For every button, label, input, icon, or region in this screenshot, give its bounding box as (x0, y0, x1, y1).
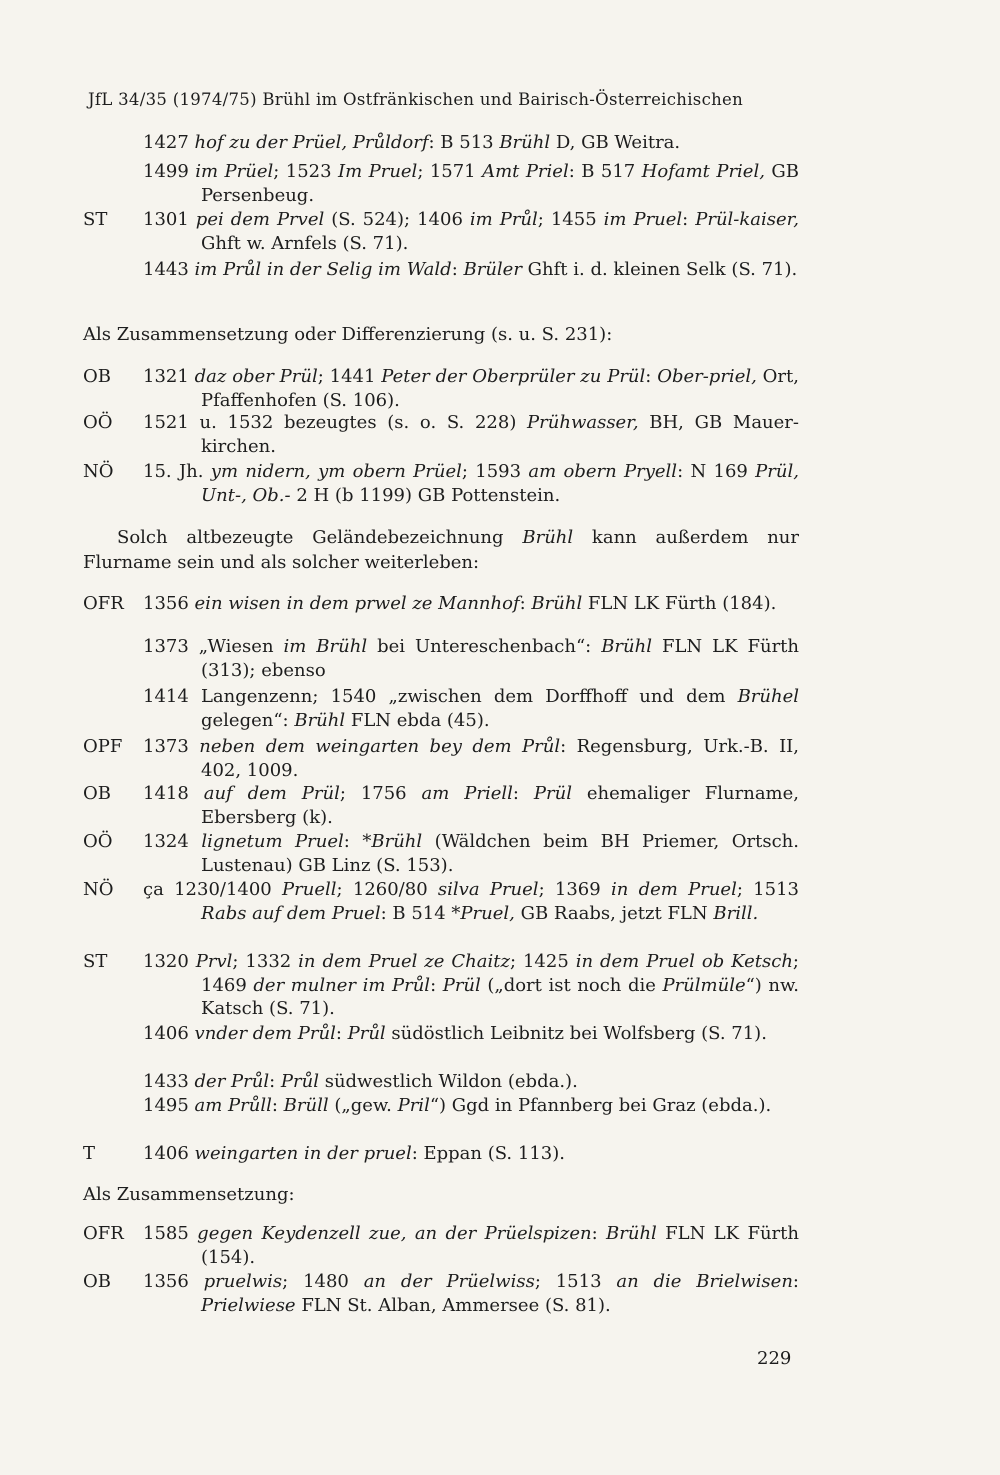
region-code: NÖ (83, 879, 114, 900)
region-code: OFR (83, 1223, 124, 1244)
entry (83, 1142, 799, 1166)
entry (83, 1022, 799, 1046)
entry-text: ça 1230/1400 Pruell; 1260/80 silva Pruel; 1369 in dem Pruel; 1513 Rabs auf dem Pruel: B 514 *Pruel, GB Raabs, jetzt FLN Brill. (143, 879, 799, 924)
region-code: OÖ (83, 831, 113, 852)
entry-text: 1414 Langenzenn; 1540 „zwischen dem Dorffhoff und dem Brühel gelegen“: Brühl FLN ebda (45). (143, 686, 799, 731)
region-code: T (83, 1143, 96, 1164)
entry (83, 950, 799, 1021)
entry-text: 1373 „Wiesen im Brühl bei Untereschenbach“: Brühl FLN LK Fürth (313); ebenso (143, 636, 799, 681)
region-code: OÖ (83, 412, 113, 433)
entry (83, 131, 799, 155)
entry-text: 1521 u. 1532 bezeugtes (s. o. S. 228) Prühwasser, BH, GB Mauer-kirchen. (143, 412, 799, 457)
region-code: ST (83, 951, 108, 972)
entry-text: 1499 im Prüel; 1523 Im Pruel; 1571 Amt Priel: B 517 Hofamt Priel, GB Persenbeug. (143, 161, 799, 206)
entry (83, 1094, 799, 1118)
entry (83, 735, 799, 782)
entry-text: 1321 daz ober Prül; 1441 Peter der Oberprüler zu Prül: Ober-priel, Ort, Pfaffenhofen (S. 106). (143, 366, 799, 411)
paragraph-composition-2: Als Zusammensetzung: (83, 1184, 295, 1205)
entry-text: 1320 Prvl; 1332 in dem Pruel ze Chaitz; 1425 in dem Pruel ob Ketsch; 1469 der mulner im Průl: Prül („dort ist noch die Prülmüle“) nw. Katsch (S. 71). (143, 951, 799, 1019)
entry-text: 1433 der Průl: Průl südwestlich Wildon (ebda.). (143, 1071, 578, 1092)
entry (83, 258, 799, 282)
entry (83, 365, 799, 412)
entry-text: 1418 auf dem Prül; 1756 am Priell: Prül ehemaliger Flurname, Ebersberg (k). (143, 783, 799, 828)
paragraph-fieldname: Solch altbezeugte Geländebezeichnung Brühl kann außerdem nur Flurname sein und als solcher weiterleben: (83, 527, 799, 573)
entry (83, 830, 799, 877)
region-code: OFR (83, 593, 124, 614)
entry-text: 15. Jh. ym nidern, ym obern Prüel; 1593 am obern Pryell: N 169 Prül, Unt-, Ob.- 2 H (b 1199) GB Pottenstein. (143, 461, 799, 506)
entry-text: 1443 im Průl in der Selig im Wald: Brüler Ghft i. d. kleinen Selk (S. 71). (143, 259, 798, 280)
entry-text: 1373 neben dem weingarten bey dem Průl: Regensburg, Urk.-B. II, 402, 1009. (143, 736, 800, 781)
page-number: 229 (757, 1348, 792, 1369)
paragraph-composition: Als Zusammensetzung oder Differenzierung (s. u. S. 231): (83, 324, 613, 345)
entry-text: 1495 am Průll: Brüll („gew. Pril“) Ggd in Pfannberg bei Graz (ebda.). (143, 1095, 772, 1116)
entry-text: 1301 pei dem Prvel (S. 524); 1406 im Průl; 1455 im Pruel: Prül-kaiser, Ghft w. Arnfels (S. 71). (143, 209, 800, 254)
entry (83, 592, 799, 616)
entry-text: 1356 pruelwis; 1480 an der Prüelwiss; 1513 an die Brielwisen: Prielwiese FLN St. Alban, Ammersee (S. 81). (143, 1271, 799, 1316)
entry (83, 1222, 799, 1269)
entry-text: 1406 weingarten in der pruel: Eppan (S. 113). (143, 1143, 565, 1164)
entry-text: 1324 lignetum Pruel: *Brühl (Wäldchen beim BH Priemer, Ortsch. Lustenau) GB Linz (S. 153). (143, 831, 799, 876)
entry-text: 1585 gegen Keydenzell zue, an der Prüelspizen: Brühl FLN LK Fürth (154). (143, 1223, 799, 1268)
region-code: OB (83, 783, 111, 804)
entry (83, 1270, 799, 1317)
region-code: OB (83, 1271, 111, 1292)
entry-text: 1427 hof zu der Prüel, Průldorf: B 513 Brühl D, GB Weitra. (143, 132, 681, 153)
entry-text: 1356 ein wisen in dem prwel ze Mannhof: Brühl FLN LK Fürth (184). (143, 593, 777, 614)
running-header: JfL 34/35 (1974/75) Brühl im Ostfränkischen und Bairisch-Österreichischen (88, 90, 744, 109)
entry (83, 208, 799, 255)
entry (83, 1070, 799, 1094)
region-code: NÖ (83, 461, 114, 482)
entry (83, 635, 799, 682)
entry (83, 160, 799, 207)
region-code: OB (83, 366, 111, 387)
entry (83, 782, 799, 829)
entry (83, 411, 799, 458)
region-code: OPF (83, 736, 123, 757)
entry (83, 460, 799, 507)
entry-text: 1406 vnder dem Průl: Průl südöstlich Leibnitz bei Wolfsberg (S. 71). (143, 1023, 767, 1044)
entry (83, 685, 799, 732)
region-code: ST (83, 209, 108, 230)
entry (83, 878, 799, 925)
